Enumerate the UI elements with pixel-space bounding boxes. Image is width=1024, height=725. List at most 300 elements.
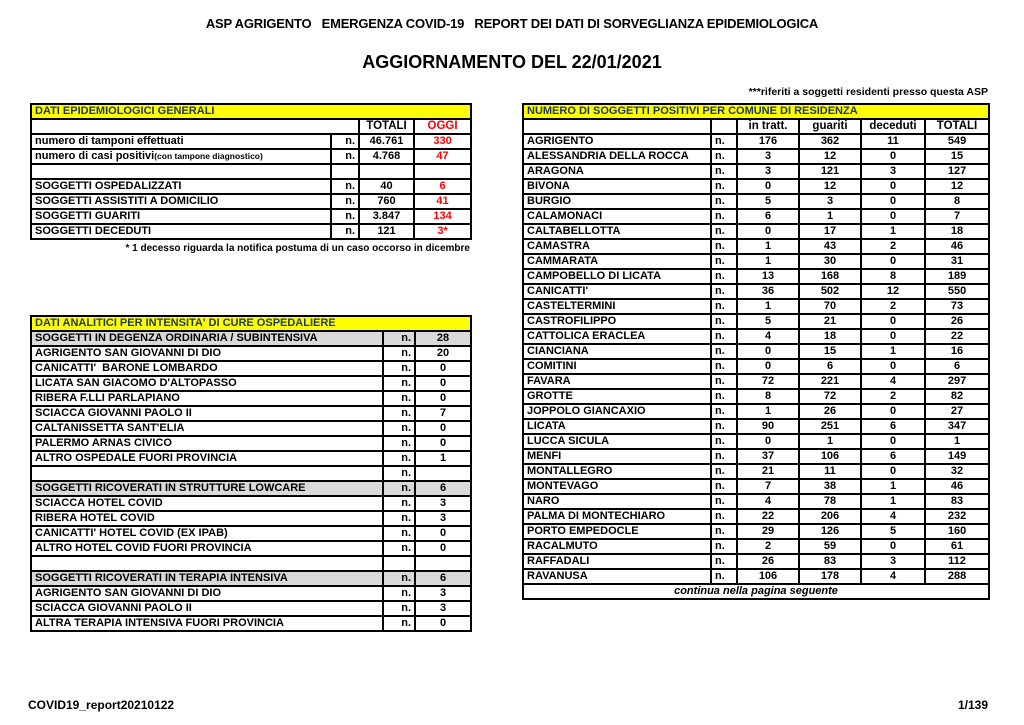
deceduti-value: 4 [861, 569, 925, 584]
unit-cell: n. [331, 224, 359, 239]
unit-cell: n. [331, 179, 359, 194]
unit-cell: n. [383, 496, 415, 511]
row-value [415, 556, 471, 571]
guariti-value: 12 [799, 179, 861, 194]
in-tratt-value: 6 [737, 209, 799, 224]
totali-value: 127 [925, 164, 989, 179]
comune-name: CASTROFILIPPO [523, 314, 711, 329]
row-value: 6 [415, 571, 471, 586]
row-label: CANICATTI' BARONE LOMBARDO [31, 361, 383, 376]
unit-cell: n. [331, 194, 359, 209]
comune-name: CAMPOBELLO DI LICATA [523, 269, 711, 284]
totali-value: 288 [925, 569, 989, 584]
row-label: SOGGETTI ASSISTITI A DOMICILIO [31, 194, 331, 209]
table-row [31, 571, 471, 586]
unit-cell: n. [711, 404, 737, 419]
totali-value: 8 [925, 194, 989, 209]
row-value: 0 [415, 376, 471, 391]
comune-row [523, 134, 989, 149]
in-tratt-value: 176 [737, 134, 799, 149]
comune-row [523, 194, 989, 209]
table-row [31, 511, 471, 526]
in-tratt-value: 5 [737, 194, 799, 209]
comune-row [523, 569, 989, 584]
unit-cell: n. [383, 481, 415, 496]
guariti-value: 206 [799, 509, 861, 524]
totali-value: 22 [925, 329, 989, 344]
guariti-value: 83 [799, 554, 861, 569]
in-tratt-value: 3 [737, 149, 799, 164]
comune-row [523, 524, 989, 539]
comune-name: CANICATTI' [523, 284, 711, 299]
comune-row [523, 374, 989, 389]
general-data-table [30, 103, 472, 240]
comune-row [523, 419, 989, 434]
totali-value: 4.768 [359, 149, 414, 164]
guariti-value: 362 [799, 134, 861, 149]
deceduti-value: 0 [861, 359, 925, 374]
totali-value: 112 [925, 554, 989, 569]
update-date-title: AGGIORNAMENTO DEL 22/01/2021 [362, 52, 662, 72]
unit-cell: n. [711, 134, 737, 149]
comune-name: CAMASTRA [523, 239, 711, 254]
guariti-value: 6 [799, 359, 861, 374]
table-row [31, 209, 471, 224]
row-label: numero di casi positivi(con tampone diagnostico) [31, 149, 331, 164]
unit-cell [383, 556, 415, 571]
in-tratt-value: 4 [737, 329, 799, 344]
row-value: 6 [415, 481, 471, 496]
comune-row [523, 554, 989, 569]
oggi-value: 330 [414, 134, 471, 149]
in-tratt-value: 106 [737, 569, 799, 584]
comune-name: LICATA [523, 419, 711, 434]
in-tratt-value: 0 [737, 359, 799, 374]
oggi-value: 47 [414, 149, 471, 164]
guariti-value: 121 [799, 164, 861, 179]
unit-cell: n. [711, 284, 737, 299]
table-row [31, 391, 471, 406]
unit-cell: n. [383, 391, 415, 406]
table-row [31, 406, 471, 421]
unit-cell: n. [711, 494, 737, 509]
comune-row [523, 149, 989, 164]
asp-residents-note: ***riferiti a soggetti residenti presso questa ASP [748, 86, 988, 98]
row-value: 0 [415, 421, 471, 436]
deceduti-value: 0 [861, 329, 925, 344]
unit-cell: n. [711, 179, 737, 194]
totali-value: 7 [925, 209, 989, 224]
deceduti-value: 4 [861, 374, 925, 389]
table-title-row [523, 104, 989, 119]
unit-cell: n. [711, 419, 737, 434]
row-value: 0 [415, 391, 471, 406]
unit-cell: n. [711, 554, 737, 569]
in-tratt-value: 37 [737, 449, 799, 464]
totali-value: 40 [359, 179, 414, 194]
totali-value: 18 [925, 224, 989, 239]
row-value: 3 [415, 511, 471, 526]
deceduti-value: 6 [861, 419, 925, 434]
unit-cell: n. [383, 526, 415, 541]
guariti-value: 70 [799, 299, 861, 314]
in-tratt-value: 3 [737, 164, 799, 179]
comune-name: COMITINI [523, 359, 711, 374]
table-row [31, 541, 471, 556]
in-tratt-value: 72 [737, 374, 799, 389]
table-row [31, 376, 471, 391]
in-tratt-value: 0 [737, 344, 799, 359]
comune-row [523, 239, 989, 254]
comune-row [523, 539, 989, 554]
unit-cell: n. [711, 509, 737, 524]
totali-value: 46.761 [359, 134, 414, 149]
deceduti-value: 1 [861, 344, 925, 359]
deceduti-value: 0 [861, 404, 925, 419]
totali-value: 46 [925, 479, 989, 494]
totali-value: 46 [925, 239, 989, 254]
table-header-row [31, 119, 471, 134]
deceduti-value: 0 [861, 149, 925, 164]
comune-name: RAFFADALI [523, 554, 711, 569]
comuni-table-title: NUMERO DI SOGGETTI POSITIVI PER COMUNE DI RESIDENZA [523, 104, 989, 119]
comuni-positives-section [522, 103, 988, 600]
deceduti-value: 0 [861, 254, 925, 269]
comune-row [523, 329, 989, 344]
continua-row [523, 584, 989, 599]
guariti-value: 72 [799, 389, 861, 404]
guariti-value: 178 [799, 569, 861, 584]
row-label: CANICATTI' HOTEL COVID (EX IPAB) [31, 526, 383, 541]
comune-name: CATTOLICA ERACLEA [523, 329, 711, 344]
deceduti-value: 0 [861, 209, 925, 224]
in-tratt-value: 1 [737, 404, 799, 419]
unit-cell: n. [711, 164, 737, 179]
comune-row [523, 434, 989, 449]
empty-header-cell [523, 119, 711, 134]
hospital-care-table [30, 315, 472, 632]
totali-value: 27 [925, 404, 989, 419]
unit-cell: n. [711, 224, 737, 239]
unit-cell: n. [711, 194, 737, 209]
table-header-row [523, 119, 989, 134]
totali-value: 12 [925, 179, 989, 194]
table-row [31, 436, 471, 451]
unit-cell: n. [711, 299, 737, 314]
totali-value: 760 [359, 194, 414, 209]
deceduti-value: 1 [861, 224, 925, 239]
in-tratt-value: 0 [737, 179, 799, 194]
comune-row [523, 299, 989, 314]
guariti-value: 18 [799, 329, 861, 344]
table-row [31, 179, 471, 194]
row-label: RIBERA HOTEL COVID [31, 511, 383, 526]
totali-value: 232 [925, 509, 989, 524]
table-title-row [31, 316, 471, 331]
row-value: 0 [415, 526, 471, 541]
guariti-value: 38 [799, 479, 861, 494]
unit-cell: n. [383, 436, 415, 451]
totali-value: 297 [925, 374, 989, 389]
general-data-section [30, 103, 470, 254]
unit-cell: n. [711, 434, 737, 449]
table-row [31, 616, 471, 631]
totali-value: 82 [925, 389, 989, 404]
comune-row [523, 284, 989, 299]
comune-row [523, 389, 989, 404]
row-label: SOGGETTI RICOVERATI IN STRUTTURE LOWCARE [31, 481, 383, 496]
table-row [31, 481, 471, 496]
deceduti-value: 5 [861, 524, 925, 539]
deceduti-value: 0 [861, 434, 925, 449]
comune-name: PORTO EMPEDOCLE [523, 524, 711, 539]
totali-value: 347 [925, 419, 989, 434]
guariti-value: 12 [799, 149, 861, 164]
guariti-value: 106 [799, 449, 861, 464]
unit-cell: n. [711, 269, 737, 284]
unit-cell: n. [383, 511, 415, 526]
guariti-value: 78 [799, 494, 861, 509]
totali-value: 61 [925, 539, 989, 554]
guariti-value: 221 [799, 374, 861, 389]
row-label [31, 164, 331, 179]
row-label: AGRIGENTO SAN GIOVANNI DI DIO [31, 586, 383, 601]
in-tratt-value: 13 [737, 269, 799, 284]
row-label: ALTRA TERAPIA INTENSIVA FUORI PROVINCIA [31, 616, 383, 631]
oggi-value: 134 [414, 209, 471, 224]
row-label: SOGGETTI OSPEDALIZZATI [31, 179, 331, 194]
guariti-value: 26 [799, 404, 861, 419]
row-label: SCIACCA GIOVANNI PAOLO II [31, 601, 383, 616]
in-tratt-value: 29 [737, 524, 799, 539]
totali-value: 31 [925, 254, 989, 269]
row-value: 20 [415, 346, 471, 361]
in-tratt-value: 7 [737, 479, 799, 494]
row-value: 7 [415, 406, 471, 421]
comune-name: ALESSANDRIA DELLA ROCCA [523, 149, 711, 164]
unit-cell: n. [711, 374, 737, 389]
comune-name: CALTABELLOTTA [523, 224, 711, 239]
in-tratt-value: 22 [737, 509, 799, 524]
row-value: 3 [415, 601, 471, 616]
comune-row [523, 209, 989, 224]
comune-name: ARAGONA [523, 164, 711, 179]
in-tratt-value: 8 [737, 389, 799, 404]
empty-header-cell [31, 119, 359, 134]
comune-row [523, 359, 989, 374]
column-header-totali: TOTALI [925, 119, 989, 134]
in-tratt-value: 0 [737, 224, 799, 239]
comune-name: BIVONA [523, 179, 711, 194]
row-value [415, 466, 471, 481]
row-value: 1 [415, 451, 471, 466]
row-value: 3 [415, 496, 471, 511]
comune-name: JOPPOLO GIANCAXIO [523, 404, 711, 419]
table-row [31, 466, 471, 481]
unit-cell: n. [383, 361, 415, 376]
guariti-value: 1 [799, 434, 861, 449]
row-value: 3 [415, 586, 471, 601]
comune-row [523, 464, 989, 479]
deceduti-value: 8 [861, 269, 925, 284]
totali-value: 121 [359, 224, 414, 239]
guariti-value: 1 [799, 209, 861, 224]
unit-cell: n. [331, 134, 359, 149]
row-label: AGRIGENTO SAN GIOVANNI DI DIO [31, 346, 383, 361]
deceduti-value: 0 [861, 179, 925, 194]
guariti-value: 21 [799, 314, 861, 329]
row-value: 0 [415, 436, 471, 451]
comune-row [523, 164, 989, 179]
totali-value: 26 [925, 314, 989, 329]
table-row [31, 586, 471, 601]
column-header-oggi: OGGI [414, 119, 471, 134]
deceduti-value: 12 [861, 284, 925, 299]
guariti-value: 11 [799, 464, 861, 479]
unit-cell: n. [383, 571, 415, 586]
row-label [31, 556, 383, 571]
comune-name: CIANCIANA [523, 344, 711, 359]
column-header-deceduti: deceduti [861, 119, 925, 134]
unit-cell: n. [383, 616, 415, 631]
table-row [31, 601, 471, 616]
table-row [31, 556, 471, 571]
unit-cell: n. [711, 149, 737, 164]
deceduti-value: 1 [861, 479, 925, 494]
deceduti-value: 3 [861, 164, 925, 179]
empty-header-cell [711, 119, 737, 134]
comune-name: MENFI [523, 449, 711, 464]
comune-name: RACALMUTO [523, 539, 711, 554]
deceduti-value: 2 [861, 239, 925, 254]
guariti-value: 168 [799, 269, 861, 284]
table-row [31, 149, 471, 164]
unit-cell: n. [711, 479, 737, 494]
comune-row [523, 509, 989, 524]
row-label: SOGGETTI IN DEGENZA ORDINARIA / SUBINTENSIVA [31, 331, 383, 346]
hospital-table-title: DATI ANALITICI PER INTENSITA' DI CURE OSPEDALIERE [31, 316, 471, 331]
in-tratt-value: 0 [737, 434, 799, 449]
table-row [31, 526, 471, 541]
unit-cell: n. [383, 331, 415, 346]
row-label: PALERMO ARNAS CIVICO [31, 436, 383, 451]
comune-name: FAVARA [523, 374, 711, 389]
totali-value [359, 164, 414, 179]
oggi-value [414, 164, 471, 179]
table-row [31, 346, 471, 361]
comune-name: CALAMONACI [523, 209, 711, 224]
deceduti-value: 0 [861, 194, 925, 209]
row-label: SOGGETTI RICOVERATI IN TERAPIA INTENSIVA [31, 571, 383, 586]
oggi-value: 6 [414, 179, 471, 194]
comune-name: PALMA DI MONTECHIARO [523, 509, 711, 524]
comune-name: AGRIGENTO [523, 134, 711, 149]
comune-name: MONTALLEGRO [523, 464, 711, 479]
row-label: SCIACCA GIOVANNI PAOLO II [31, 406, 383, 421]
table-row [31, 331, 471, 346]
comune-row [523, 269, 989, 284]
row-label [31, 466, 383, 481]
row-value: 0 [415, 616, 471, 631]
continua-note: continua nella pagina seguente [523, 584, 989, 599]
oggi-value: 3* [414, 224, 471, 239]
row-label: SOGGETTI GUARITI [31, 209, 331, 224]
general-table-title: DATI EPIDEMIOLOGICI GENERALI [31, 104, 471, 119]
comune-name: NARO [523, 494, 711, 509]
deceduti-value: 2 [861, 389, 925, 404]
comune-name: RAVANUSA [523, 569, 711, 584]
comune-name: MONTEVAGO [523, 479, 711, 494]
page-number: 1/139 [957, 698, 988, 712]
comune-row [523, 479, 989, 494]
totali-value: 32 [925, 464, 989, 479]
unit-cell: n. [711, 209, 737, 224]
guariti-value: 502 [799, 284, 861, 299]
deceduti-value: 0 [861, 314, 925, 329]
comune-name: CASTELTERMINI [523, 299, 711, 314]
row-value: 0 [415, 361, 471, 376]
guariti-value: 30 [799, 254, 861, 269]
unit-cell: n. [383, 406, 415, 421]
in-tratt-value: 1 [737, 299, 799, 314]
table-row [31, 496, 471, 511]
report-filename: COVID19_report20210122 [28, 698, 175, 712]
totali-value: 149 [925, 449, 989, 464]
row-label: CALTANISSETTA SANT'ELIA [31, 421, 383, 436]
unit-cell: n. [711, 539, 737, 554]
table-row [31, 224, 471, 239]
table-row [31, 164, 471, 179]
unit-cell: n. [711, 389, 737, 404]
unit-cell: n. [383, 421, 415, 436]
in-tratt-value: 4 [737, 494, 799, 509]
in-tratt-value: 26 [737, 554, 799, 569]
totali-value: 6 [925, 359, 989, 374]
column-header-guariti: guariti [799, 119, 861, 134]
totali-value: 3.847 [359, 209, 414, 224]
unit-cell: n. [383, 586, 415, 601]
table-row [31, 134, 471, 149]
deceduti-value: 1 [861, 494, 925, 509]
deceduti-value: 2 [861, 299, 925, 314]
unit-cell: n. [711, 254, 737, 269]
page-title: ASP AGRIGENTO EMERGENZA COVID-19 REPORT DEI DATI DI SORVEGLIANZA EPIDEMIOLOGICA [205, 16, 819, 31]
comune-name: BURGIO [523, 194, 711, 209]
in-tratt-value: 1 [737, 254, 799, 269]
table-row [31, 361, 471, 376]
guariti-value: 126 [799, 524, 861, 539]
row-label: SCIACCA HOTEL COVID [31, 496, 383, 511]
deceduti-value: 4 [861, 509, 925, 524]
unit-cell: n. [711, 344, 737, 359]
deceased-footnote: * 1 decesso riguarda la notifica postuma di un caso occorso in dicembre [125, 243, 470, 254]
unit-cell: n. [331, 209, 359, 224]
totali-value: 15 [925, 149, 989, 164]
unit-cell: n. [383, 346, 415, 361]
in-tratt-value: 21 [737, 464, 799, 479]
row-value: 0 [415, 541, 471, 556]
guariti-value: 15 [799, 344, 861, 359]
deceduti-value: 0 [861, 464, 925, 479]
unit-cell: n. [711, 314, 737, 329]
unit-cell: n. [383, 601, 415, 616]
guariti-value: 59 [799, 539, 861, 554]
in-tratt-value: 2 [737, 539, 799, 554]
guariti-value: 43 [799, 239, 861, 254]
unit-cell: n. [711, 359, 737, 374]
column-header-in-tratt: in tratt. [737, 119, 799, 134]
totali-value: 550 [925, 284, 989, 299]
